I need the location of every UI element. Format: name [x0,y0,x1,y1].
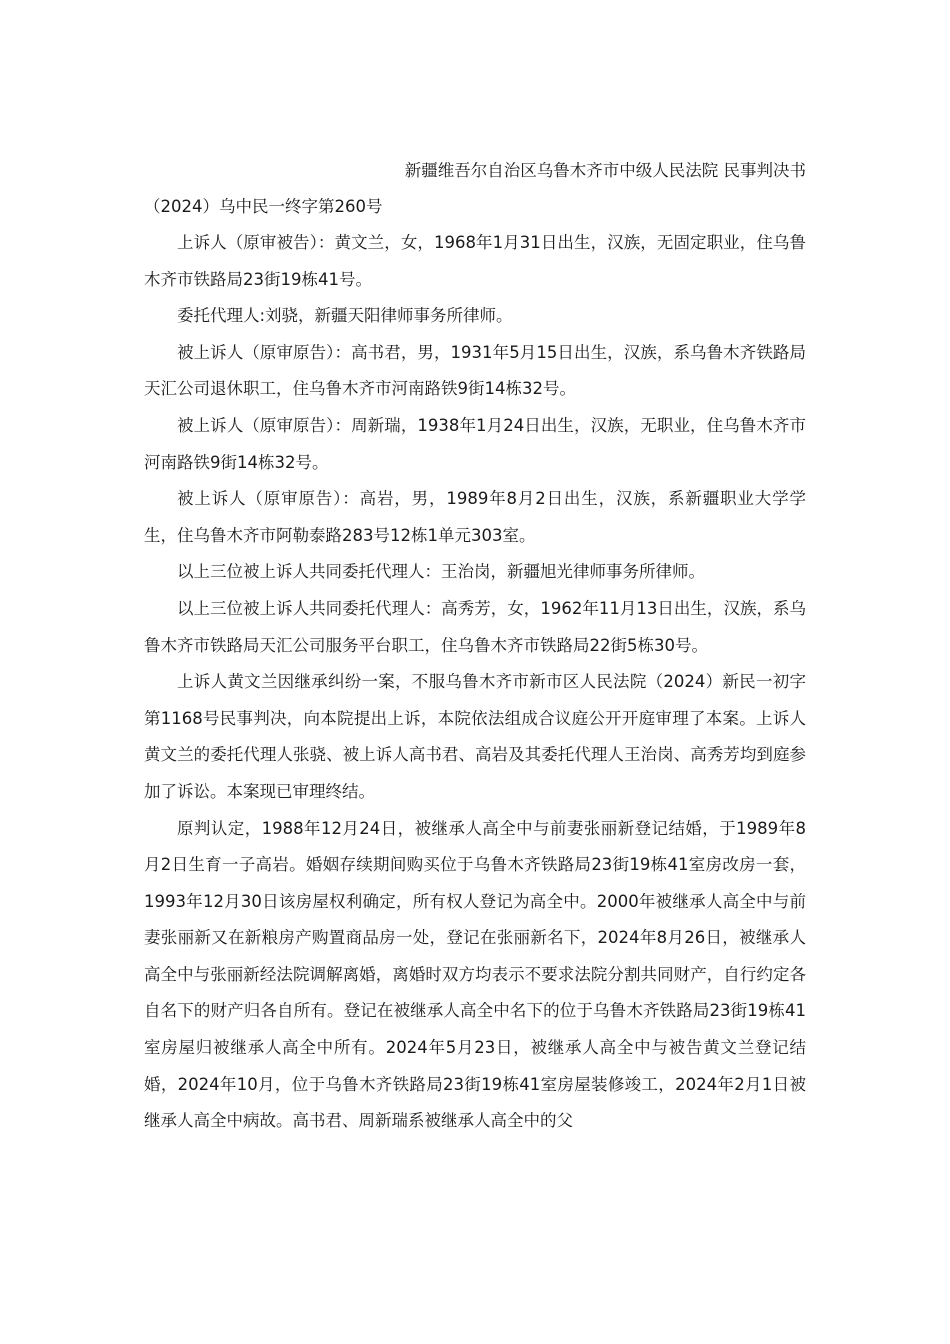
paragraph-appellee-1: 被上诉人（原审原告）：高书君，男，1931年5月15日出生，汉族，系乌鲁木齐铁路局天汇公司退休职工，住乌鲁木齐市河南路铁9街14栋32号。 [144,342,806,399]
paragraph-appellant-agent: 委托代理人:刘骁，新疆天阳律师事务所律师。 [177,306,513,326]
document-title: 新疆维吾尔自治区乌鲁木齐市中级人民法院 民事判决书 [404,161,806,180]
paragraph-appellant: 上诉人（原审被告）：黄文兰，女，1968年1月31日出生，汉族，无固定职业，住乌鲁木齐市铁路局23街19栋41号。 [144,233,806,289]
paragraph-appellee-2: 被上诉人（原审原告）：周新瑞，1938年1月24日出生，汉族，无职业，住乌鲁木齐市河南路铁9街14栋32号。 [144,415,806,472]
case-number: （2024）乌中民一终字第260号 [144,197,383,216]
paragraph-original-judgment: 原判认定，1988年12月24日，被继承人高全中与前妻张丽新登记结婚，于1989年8月2日生育一子高岩。婚姻存续期间购买位于乌鲁木齐铁路局23街19栋41室房改房一套，1993年12月30日该房屋权利确定，所有权人登记为高全中。2000年被继承人高全中与前妻张丽新又在新粮房产购置商品房一处，登记在张丽新名下，2024年8月26日，被继承人高全中与张丽新经法院调解离婚，离婚时双方均表示不要求法院分割共同财产，自行约定各自名下的财产归各自所有。登记在被继承人高全中名下的位于乌鲁木齐铁路局23街19栋41室房屋归被继承人高全中所有。2024年5月23日，被继承人高全中与被告黄文兰登记结婚，2024年10月，位于乌鲁木齐铁路局23街19栋41室房屋装修竣工，2024年2月1日被继承人高全中病故。高书君、周新瑞系被继承人高全中的父 [144,818,806,1131]
paragraph-appellee-agent-1: 以上三位被上诉人共同委托代理人：王治岗，新疆旭光律师事务所律师。 [177,562,705,582]
document-body [144,153,806,1140]
paragraph-case-summary: 上诉人黄文兰因继承纠纷一案，不服乌鲁木齐市新市区人民法院（2024）新民一初字第1168号民事判决，向本院提出上诉，本院依法组成合议庭公开开庭审理了本案。上诉人黄文兰的委托代理人张骁、被上诉人高书君、高岩及其委托代理人王治岗、高秀芳均到庭参加了诉讼。本案现已审理终结。 [144,672,806,801]
paragraph-appellee-3: 被上诉人（原审原告）：高岩，男，1989年8月2日出生，汉族，系新疆职业大学学生，住乌鲁木齐市阿勒泰路283号12栋1单元303室。 [144,489,806,545]
paragraph-appellee-agent-2: 以上三位被上诉人共同委托代理人：高秀芳，女，1962年11月13日出生，汉族，系乌鲁木齐市铁路局天汇公司服务平台职工，住乌鲁木齐市铁路局22街5栋30号。 [144,598,806,655]
